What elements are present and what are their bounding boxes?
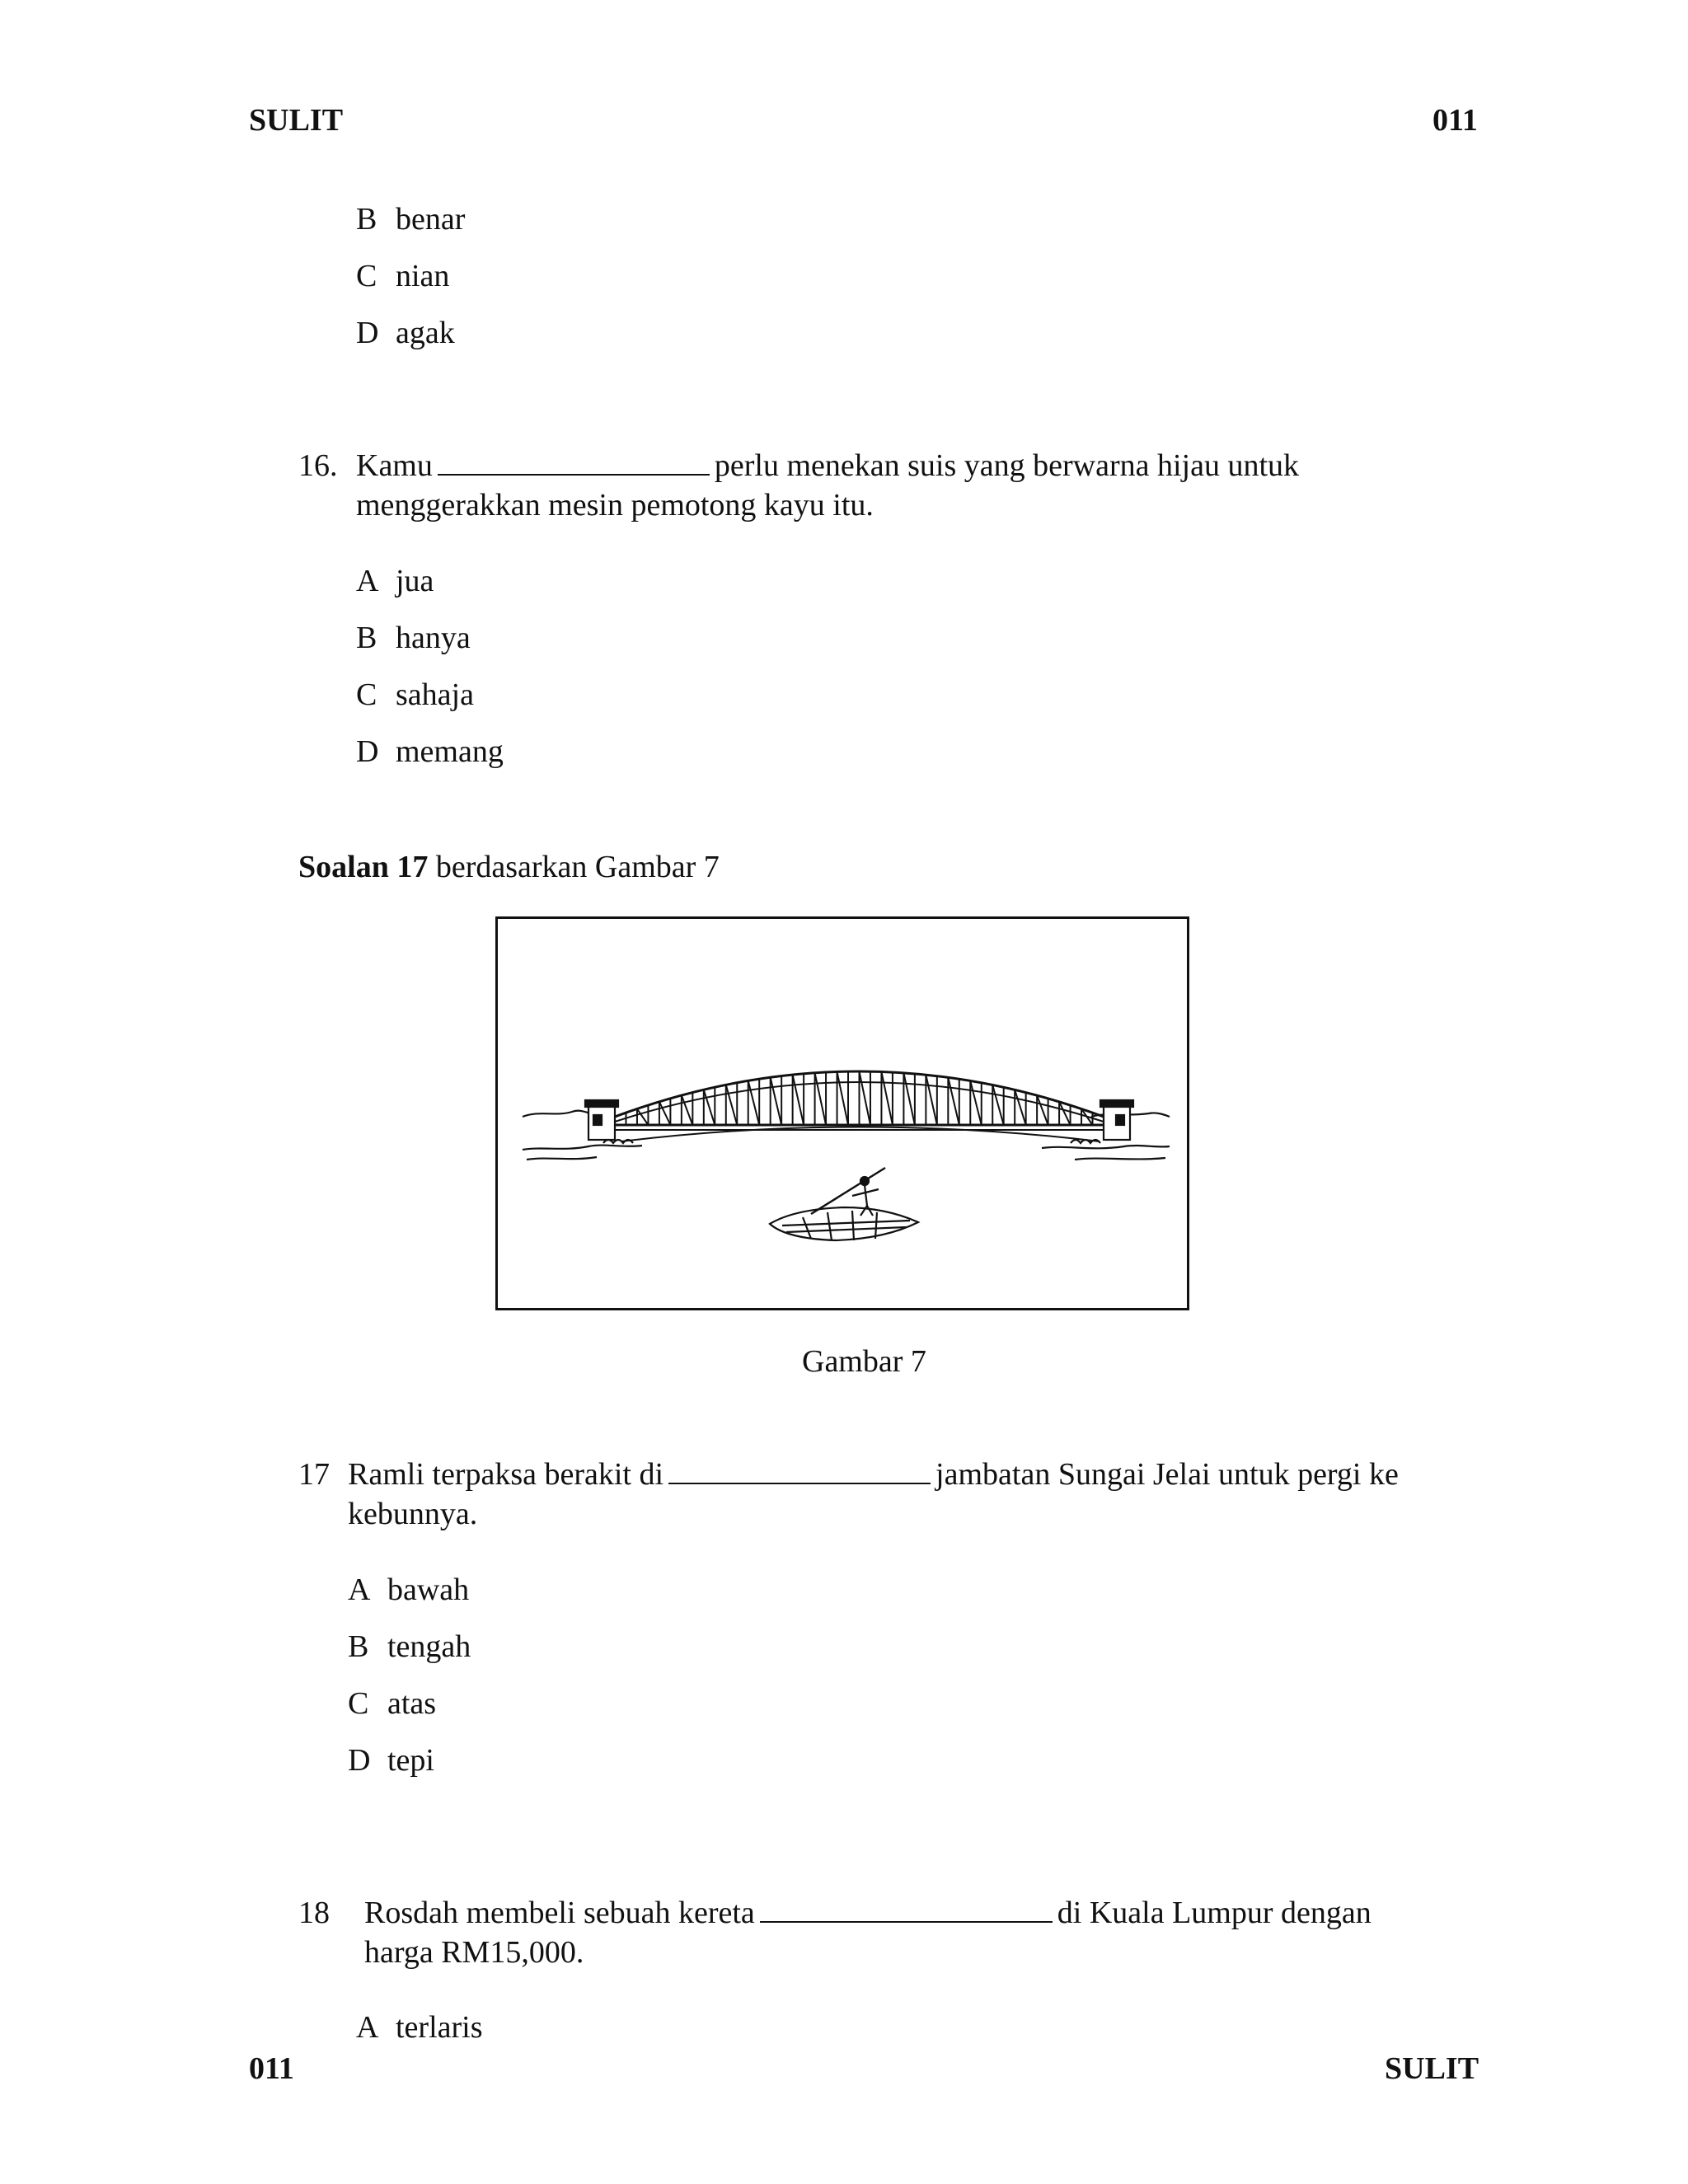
truss-diagonal bbox=[771, 1077, 781, 1125]
q16-line1 bbox=[356, 446, 1299, 485]
option-text: sahaja bbox=[396, 677, 474, 712]
option-text: benar bbox=[396, 202, 466, 237]
truss-diagonal bbox=[704, 1090, 715, 1125]
prev-option-d bbox=[356, 315, 455, 351]
option-letter: A bbox=[356, 564, 379, 598]
q17-option-b bbox=[348, 1629, 471, 1665]
truss-diagonal bbox=[926, 1075, 936, 1125]
q18-text-part2: di Kuala Lumpur dengan bbox=[1057, 1896, 1372, 1930]
q16-option-c bbox=[356, 677, 474, 713]
instruction-bold: Soalan 17 bbox=[298, 850, 429, 884]
q17-number: 17 bbox=[298, 1457, 330, 1492]
option-text: tengah bbox=[387, 1629, 471, 1664]
truss-diagonal bbox=[682, 1095, 692, 1125]
truss-diagonal bbox=[1037, 1095, 1048, 1125]
q17-option-c bbox=[348, 1685, 436, 1722]
truss-diagonal bbox=[748, 1080, 759, 1125]
truss-diagonal bbox=[903, 1073, 914, 1125]
option-letter: A bbox=[356, 2010, 379, 2045]
q16-number: 16. bbox=[298, 448, 338, 483]
bridge-illustration bbox=[498, 919, 1187, 1308]
truss-diagonal bbox=[881, 1071, 892, 1125]
option-letter: D bbox=[356, 316, 379, 350]
truss-diagonal bbox=[860, 1071, 870, 1125]
option-text: terlaris bbox=[396, 2010, 483, 2045]
option-letter: D bbox=[356, 734, 379, 769]
instruction bbox=[298, 847, 720, 887]
figure-bridge bbox=[495, 916, 1189, 1310]
option-letter: C bbox=[356, 259, 377, 293]
truss-diagonal bbox=[837, 1071, 848, 1125]
option-letter: D bbox=[348, 1743, 371, 1778]
truss-diagonal bbox=[1015, 1090, 1025, 1125]
truss-diagonal bbox=[659, 1102, 670, 1125]
prev-option-b bbox=[356, 201, 465, 237]
truss-diagonal bbox=[948, 1077, 959, 1125]
q17-option-a bbox=[348, 1572, 469, 1608]
q16-option-d bbox=[356, 733, 504, 770]
q18-blank bbox=[760, 1893, 1053, 1923]
option-letter: C bbox=[356, 677, 377, 712]
q18-line1 bbox=[364, 1893, 1372, 1933]
instruction-rest: berdasarkan Gambar 7 bbox=[428, 850, 720, 884]
option-text: tepi bbox=[387, 1743, 434, 1778]
q16-option-a bbox=[356, 563, 434, 599]
truss-diagonal bbox=[793, 1075, 804, 1125]
q17-line2: kebunnya. bbox=[348, 1497, 478, 1531]
option-text: jua bbox=[396, 564, 434, 598]
q18-text-part1: Rosdah membeli sebuah kereta bbox=[364, 1896, 755, 1930]
option-text: bawah bbox=[387, 1572, 470, 1607]
q16-text-part1: Kamu bbox=[356, 448, 433, 483]
option-letter: B bbox=[356, 202, 377, 237]
header-left: SULIT bbox=[249, 103, 344, 138]
truss-diagonal bbox=[970, 1080, 981, 1125]
truss-diagonal bbox=[992, 1085, 1003, 1125]
option-text: nian bbox=[396, 259, 450, 293]
figure-caption: Gambar 7 bbox=[802, 1344, 926, 1379]
option-text: memang bbox=[396, 734, 504, 769]
q17-blank bbox=[668, 1455, 931, 1484]
q18-option-a bbox=[356, 2009, 483, 2046]
prev-option-c bbox=[356, 258, 449, 294]
q17-text-part2: jambatan Sungai Jelai untuk pergi ke bbox=[935, 1457, 1399, 1492]
footer-right: SULIT bbox=[1385, 2051, 1479, 2086]
option-letter: B bbox=[356, 621, 377, 655]
header-right: 011 bbox=[1432, 103, 1478, 138]
option-text: agak bbox=[396, 316, 455, 350]
truss-diagonal bbox=[815, 1073, 826, 1125]
truss-diagonal bbox=[726, 1085, 737, 1125]
option-letter: B bbox=[348, 1629, 369, 1664]
q17-line1 bbox=[348, 1455, 1399, 1494]
q17-text-part1: Ramli terpaksa berakit di bbox=[348, 1457, 664, 1492]
q16-option-b bbox=[356, 620, 471, 656]
option-letter: C bbox=[348, 1686, 369, 1721]
q16-text-part2: perlu menekan suis yang berwarna hijau untuk bbox=[714, 448, 1299, 483]
q18-line2: harga RM15,000. bbox=[364, 1935, 584, 1970]
option-text: hanya bbox=[396, 621, 471, 655]
q17-option-d bbox=[348, 1742, 434, 1779]
footer-left: 011 bbox=[249, 2051, 294, 2086]
option-text: atas bbox=[387, 1686, 437, 1721]
q18-number: 18 bbox=[298, 1896, 330, 1930]
q16-line2: menggerakkan mesin pemotong kayu itu. bbox=[356, 488, 874, 523]
option-letter: A bbox=[348, 1572, 371, 1607]
q16-blank bbox=[438, 446, 710, 476]
